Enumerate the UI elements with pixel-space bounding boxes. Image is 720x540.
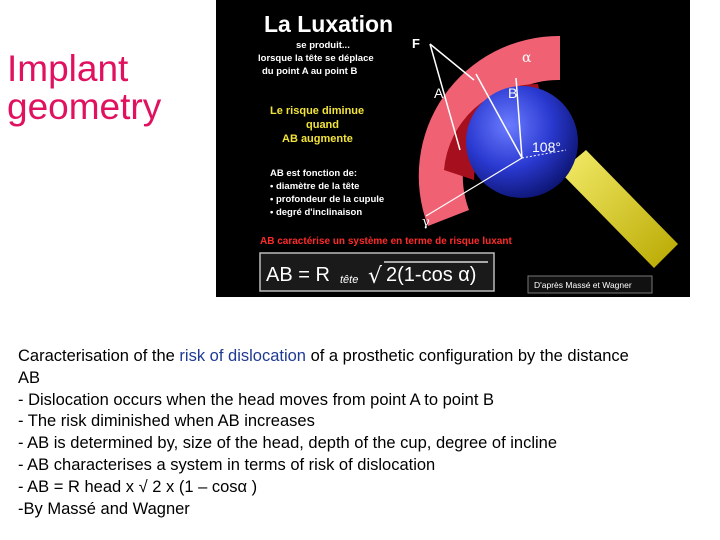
- risk-line-1: Le risque diminue: [270, 105, 365, 117]
- body-text: [18, 346, 708, 520]
- risk-line-3: AB augmente: [282, 133, 353, 145]
- ab-bullet-1: • diamètre de la tête: [270, 181, 360, 192]
- figure-subtitle-1: se produit...: [296, 40, 350, 51]
- summary-text: AB caractérise un système en terme de risque luxant: [260, 236, 512, 247]
- formula-left: AB = R: [266, 264, 330, 286]
- ab-bullet-2: • profondeur de la cupule: [270, 194, 385, 205]
- body-line-1-end: of a prosthetic configuration by the distance: [305, 347, 629, 365]
- body-line-1-highlight: risk of dislocation: [179, 347, 306, 365]
- ab-heading: AB est fonction de:: [270, 168, 358, 179]
- title-line-1: Implant: [7, 48, 129, 89]
- label-angle: 108°: [532, 139, 561, 155]
- body-line-5: - AB is determined by, size of the head, depth of the cup, degree of incline: [18, 434, 558, 453]
- credit-text: D'après Massé et Wagner: [534, 280, 632, 290]
- neck-shape: [560, 150, 678, 268]
- label-gamma: γ: [422, 215, 430, 230]
- body-line-6: - AB characterises a system in terms of risk of dislocation: [18, 455, 436, 474]
- formula-sub: tête: [340, 274, 359, 286]
- label-alpha: α: [522, 50, 532, 66]
- dislocation-figure: [216, 0, 690, 297]
- label-b: B: [508, 85, 518, 101]
- ab-bullet-3: • degré d'inclinaison: [270, 207, 363, 218]
- figure-subtitle-2: lorsque la tête se déplace: [258, 53, 374, 64]
- label-f: F: [412, 36, 420, 51]
- body-line-1: [18, 346, 708, 368]
- figure-subtitle-3: du point A au point B: [262, 66, 358, 77]
- figure-title: La Luxation: [264, 11, 394, 37]
- risk-line-2: quand: [306, 119, 339, 131]
- body-line-1-start: Caracterisation of the: [18, 347, 180, 365]
- line-to-a: [430, 44, 474, 80]
- formula-sqrt: √: [368, 264, 383, 289]
- slide-title: [7, 50, 207, 126]
- body-line-3: - Dislocation occurs when the head moves from point A to point B: [18, 390, 495, 409]
- body-line-8: -By Massé and Wagner: [18, 499, 190, 518]
- formula-right: 2(1-cos α): [386, 264, 477, 286]
- body-line-4: - The risk diminished when AB increases: [18, 412, 315, 431]
- title-line-2: geometry: [7, 86, 162, 127]
- body-line-2: AB: [18, 368, 41, 387]
- body-line-7: - AB = R head x √ 2 x (1 – cosα ): [18, 477, 258, 496]
- label-a: A: [434, 85, 444, 101]
- figure-svg: [216, 0, 690, 297]
